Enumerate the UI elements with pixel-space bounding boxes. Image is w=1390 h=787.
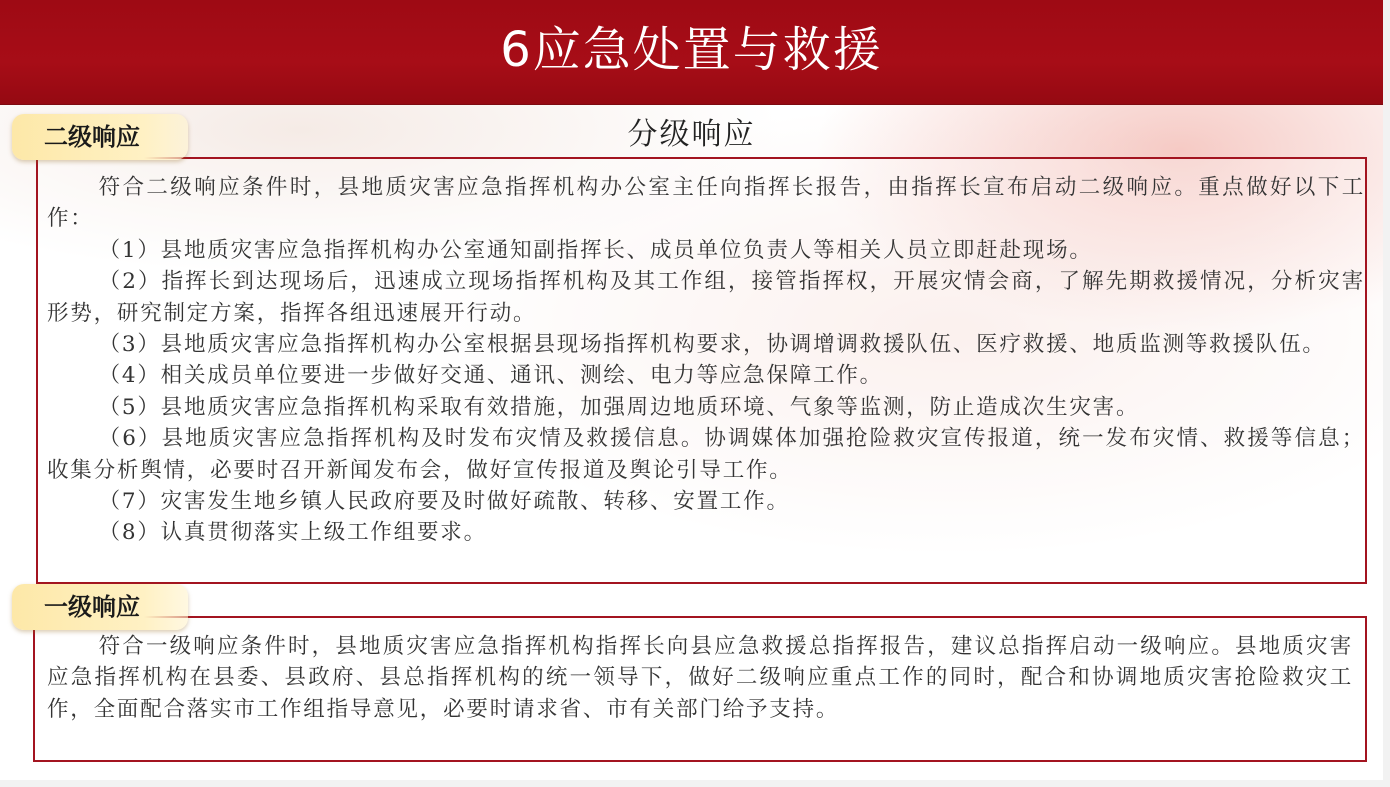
level2-item-3: （3）县地质灾害应急指挥机构办公室根据县现场指挥机构要求，协调增调救援队伍、医疗救援、地质监测等救援队伍。	[98, 332, 1326, 358]
level1-tab-label: 一级响应	[44, 593, 140, 621]
level1-content	[47, 631, 1353, 725]
level2-intro-paragraph: 符合二级响应条件时，县地质灾害应急指挥机构办公室主任向指挥长报告，由指挥长宣布启动二级响应。重点做好以下工作：	[47, 175, 1365, 232]
level1-paragraph: 符合一级响应条件时，县地质灾害应急指挥机构指挥长向县应急救援总指挥报告，建议总指挥启动一级响应。县地质灾害应急指挥机构在县委、县政府、县总指挥机构的统一领导下，做好二级响应重点工作的同时，配合和协调地质灾害抢险救灾工作，全面配合落实市工作组指导意见，必要时请求省、市有关部门给予支持。	[47, 634, 1353, 722]
level2-content	[47, 172, 1365, 549]
level2-tab	[12, 114, 188, 160]
right-edge-strip	[1383, 0, 1390, 787]
bottom-edge-strip	[0, 780, 1390, 787]
section-subtitle: 分级响应	[627, 117, 756, 152]
level2-tab-label: 二级响应	[44, 123, 140, 151]
level2-item-7: （7）灾害发生地乡镇人民政府要及时做好疏散、转移、安置工作。	[98, 489, 790, 515]
level2-item-5: （5）县地质灾害应急指挥机构采取有效措施，加强周边地质环境、气象等监测，防止造成次生灾害。	[98, 394, 1140, 420]
slide-title: 6应急处置与救援	[500, 22, 883, 78]
level2-item-1: （1）县地质灾害应急指挥机构办公室通知副指挥长、成员单位负责人等相关人员立即赶赴现场。	[98, 237, 1093, 263]
level2-item-8: （8）认真贯彻落实上级工作组要求。	[98, 520, 487, 546]
level2-item-2: （2）指挥长到达现场后，迅速成立现场指挥机构及其工作组，接管指挥权，开展灾情会商，了解先期救援情况，分析灾害形势，研究制定方案，指挥各组迅速展开行动。	[47, 269, 1365, 326]
level2-item-4: （4）相关成员单位要进一步做好交通、通讯、测绘、电力等应急保障工作。	[98, 363, 883, 389]
level1-tab	[12, 584, 188, 630]
level2-item-6: （6）县地质灾害应急指挥机构及时发布灾情及救援信息。协调媒体加强抢险救灾宣传报道，统一发布灾情、救援等信息；收集分析舆情，必要时召开新闻发布会，做好宣传报道及舆论引导工作。	[47, 426, 1365, 483]
title-bar	[0, 0, 1383, 105]
